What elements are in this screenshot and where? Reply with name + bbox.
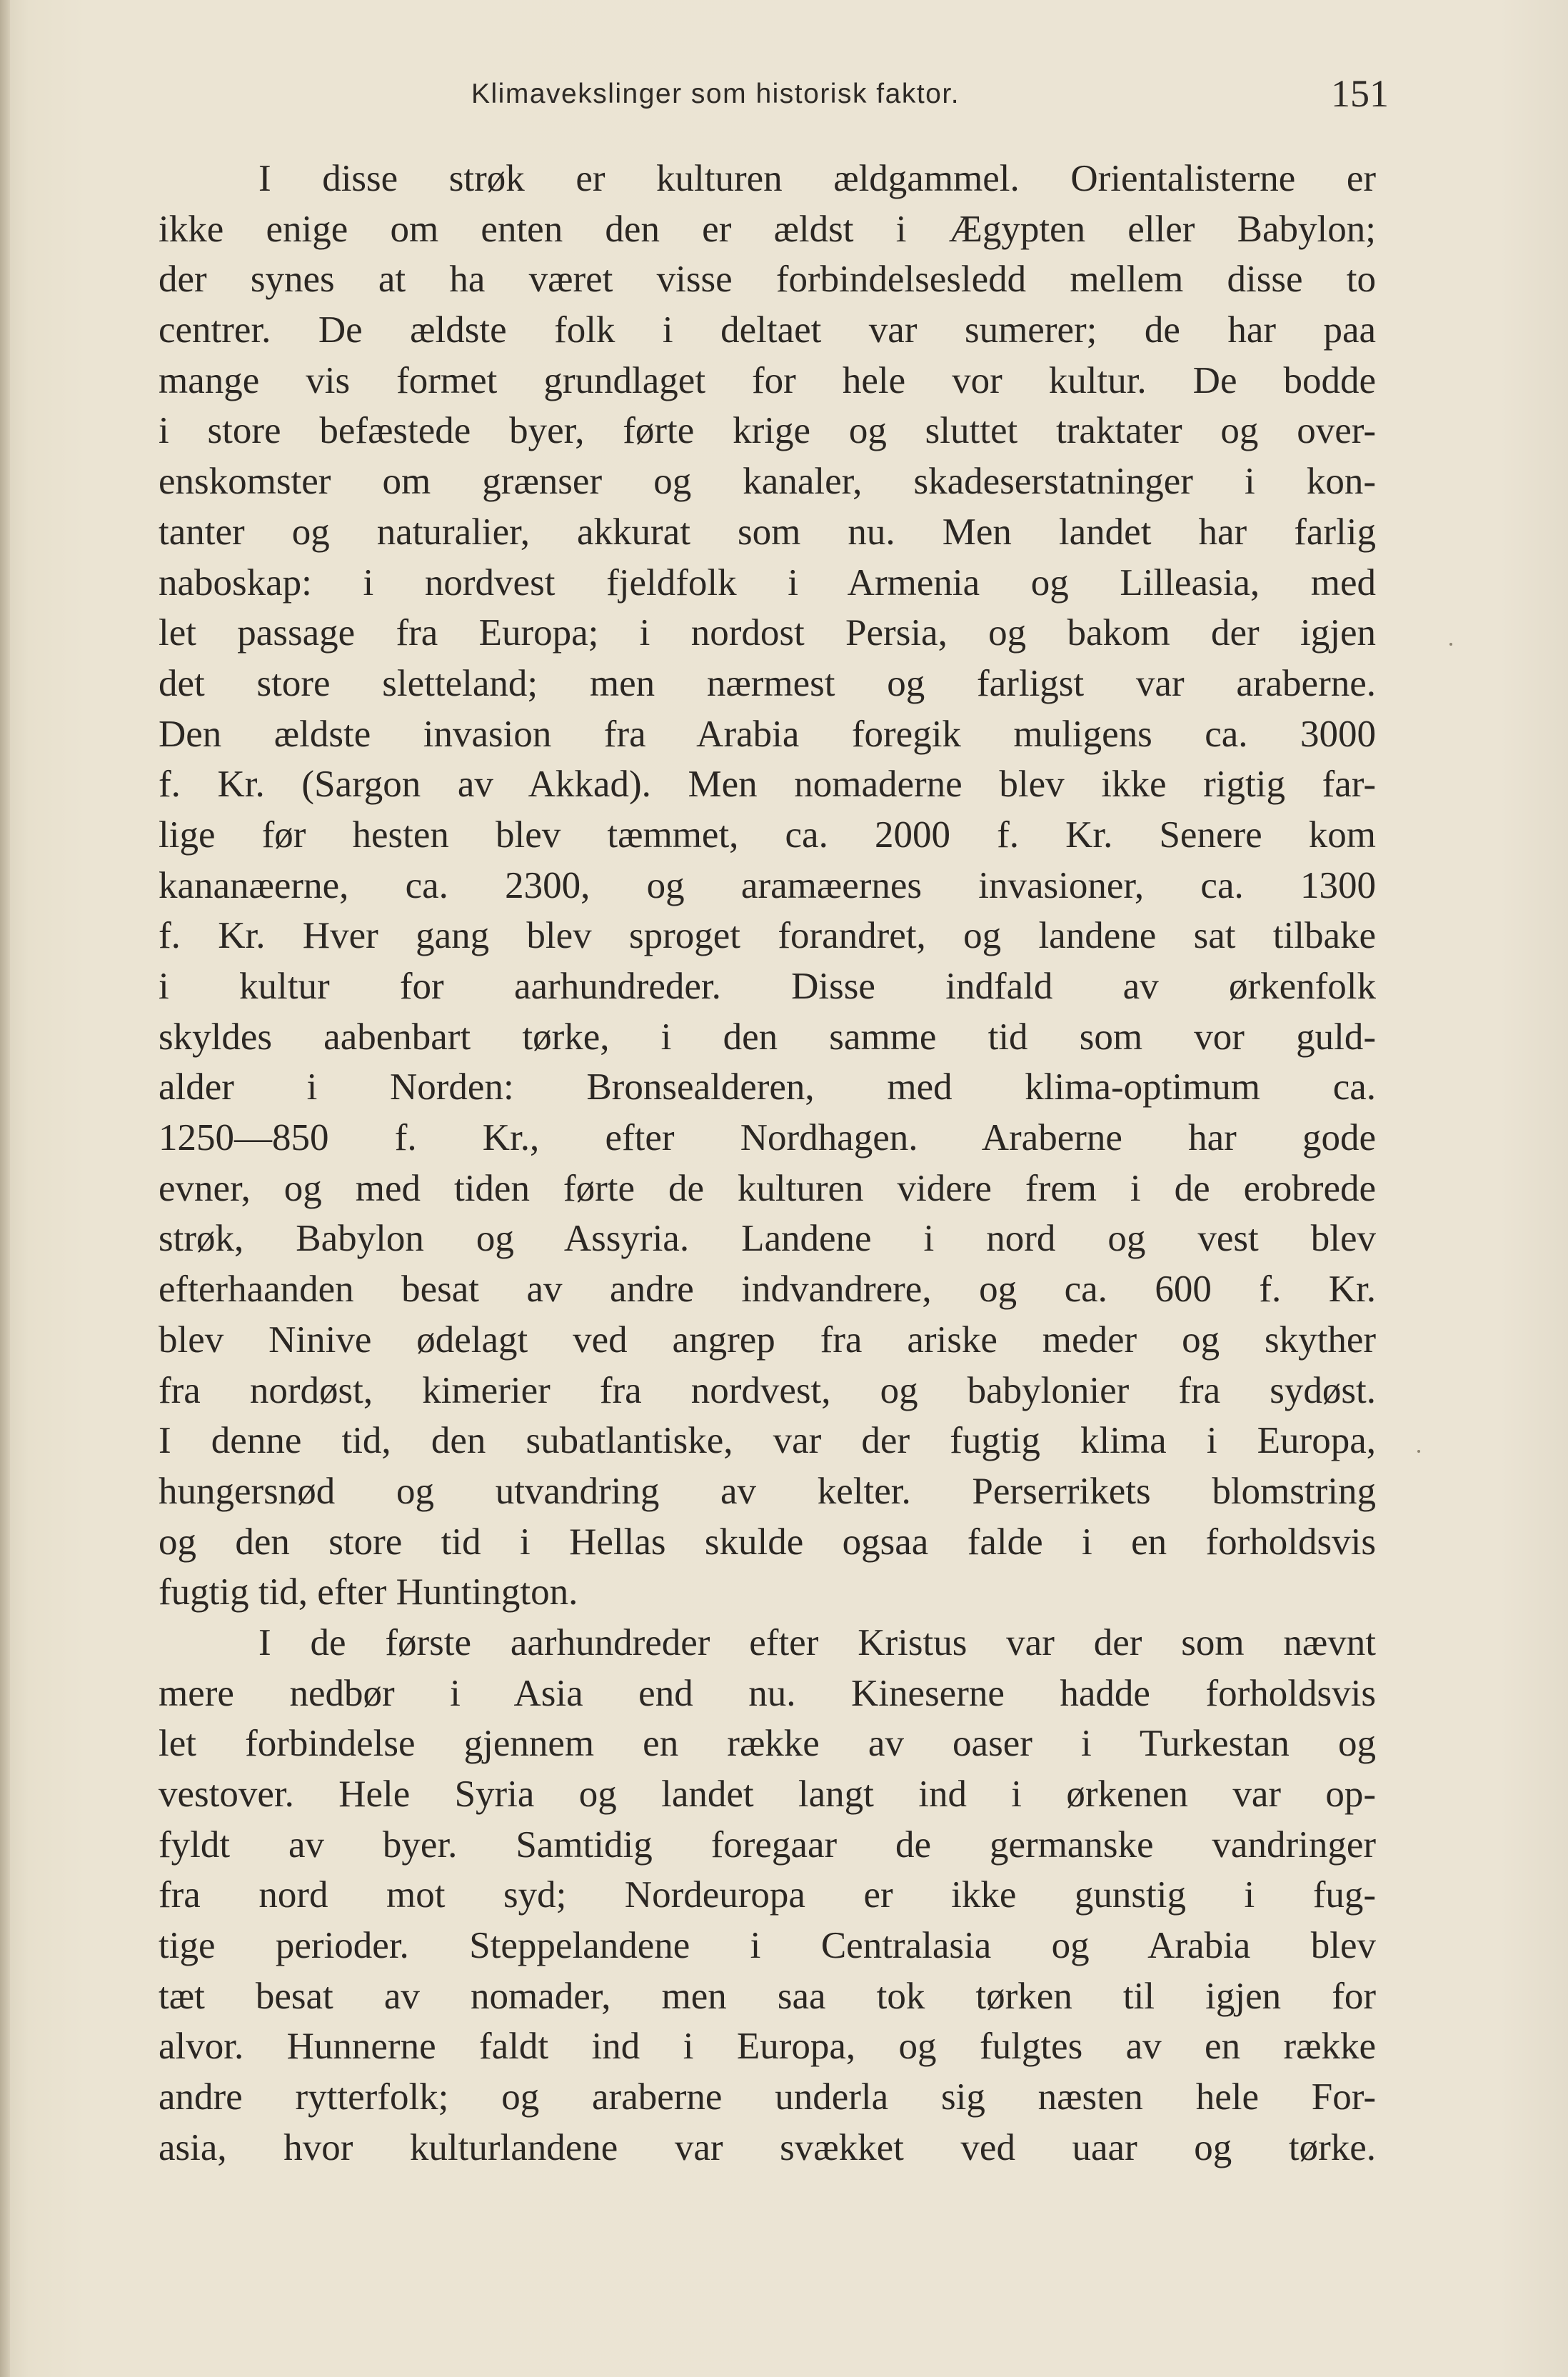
text-line: alvor. Hunnerne faldt ind i Europa, og fulgtes av en række — [159, 2026, 1376, 2068]
text-line: i kultur for aarhundreder. Disse indfald av ørkenfolk — [159, 966, 1376, 1007]
text-line: ikke enige om enten den er ældst i Ægypten eller Babylon; — [159, 208, 1376, 250]
text-line: blev Ninive ødelagt ved angrep fra ariske meder og skyther — [159, 1318, 1376, 1361]
text-line: fyldt av byer. Samtidig foregaar de germanske vandringer — [159, 1823, 1376, 1866]
text-line: let passage fra Europa; i nordost Persia, og bakom der igjen — [159, 612, 1376, 654]
text-line: tige perioder. Steppelandene i Centralasia og Arabia blev — [159, 1925, 1376, 1967]
text-line: Den ældste invasion fra Arabia foregik muligens ca. 3000 — [159, 713, 1376, 755]
paper-speck — [1417, 1450, 1420, 1453]
text-line: fra nord mot syd; Nordeuropa er ikke gunstig i fug- — [159, 1874, 1376, 1916]
body-text — [159, 154, 1376, 2173]
text-line: alder i Norden: Bronsealderen, med klima-optimum ca. — [159, 1066, 1376, 1109]
text-line: 1250—850 f. Kr., efter Nordhagen. Araberne har gode — [159, 1117, 1376, 1159]
text-line: evner, og med tiden førte de kulturen videre frem i de erobrede — [159, 1167, 1376, 1209]
text-line: fra nordøst, kimerier fra nordvest, og babylonier fra sydøst. — [159, 1369, 1376, 1411]
page-header — [471, 71, 1389, 129]
text-line: skyldes aabenbart tørke, i den samme tid som vor guld- — [159, 1016, 1376, 1058]
text-line: mere nedbør i Asia end nu. Kineserne hadde forholdsvis — [159, 1672, 1376, 1714]
text-line: I denne tid, den subatlantiske, var der fugtig klima i Europa, — [159, 1420, 1376, 1462]
page-number: 151 — [1331, 72, 1389, 115]
text-line: i store befæstede byer, førte krige og sluttet traktater og over- — [159, 410, 1376, 452]
text-line: asia, hvor kulturlandene var svækket ved uaar og tørke. — [159, 2126, 1376, 2168]
paragraph-2 — [159, 1618, 1376, 2173]
text-line: tæt besat av nomader, men saa tok tørken til igjen for — [159, 1975, 1376, 2017]
text-line: mange vis formet grundlaget for hele vor kultur. De bodde — [159, 359, 1376, 401]
text-line: det store sletteland; men nærmest og farligst var araberne. — [159, 662, 1376, 704]
text-line: hungersnød og utvandring av kelter. Perserrikets blomstring — [159, 1470, 1376, 1512]
text-line: og den store tid i Hellas skulde ogsaa falde i en forholdsvis — [159, 1521, 1376, 1563]
running-title: Klimavekslinger som historisk faktor. — [471, 79, 960, 109]
text-line: f. Kr. (Sargon av Akkad). Men nomaderne blev ikke rigtig far- — [159, 764, 1376, 806]
text-line: naboskap: i nordvest fjeldfolk i Armenia og Lilleasia, med — [159, 561, 1376, 604]
text-line: let forbindelse gjennem en række av oaser i Turkestan og — [159, 1723, 1376, 1765]
text-line: andre rytterfolk; og araberne underla sig næsten hele For- — [159, 2076, 1376, 2118]
text-line: efterhaanden besat av andre indvandrere, og ca. 600 f. Kr. — [159, 1268, 1376, 1311]
paper-speck — [1449, 643, 1452, 646]
text-line: vestover. Hele Syria og landet langt ind i ørkenen var op- — [159, 1773, 1376, 1815]
text-line: strøk, Babylon og Assyria. Landene i nord og vest blev — [159, 1218, 1376, 1260]
text-line: centrer. De ældste folk i deltaet var sumerer; de har paa — [159, 309, 1376, 351]
text-line: kananæerne, ca. 2300, og aramæernes invasioner, ca. 1300 — [159, 864, 1376, 906]
text-line: fugtig tid, efter Huntington. — [159, 1571, 578, 1613]
text-line: I disse strøk er kulturen ældgammel. Orientalisterne er — [258, 158, 1376, 199]
page-spine-shadow — [0, 0, 10, 2377]
text-line: enskomster om grænser og kanaler, skadeserstatninger i kon- — [159, 461, 1376, 503]
text-line: tanter og naturalier, akkurat som nu. Men landet har farlig — [159, 511, 1376, 553]
text-line: der synes at ha været visse forbindelsesledd mellem disse to — [159, 259, 1376, 301]
paragraph-1 — [159, 154, 1376, 1618]
text-line: f. Kr. Hver gang blev sproget forandret, og landene sat tilbake — [159, 915, 1376, 957]
text-line: I de første aarhundreder efter Kristus var der som nævnt — [258, 1621, 1376, 1663]
text-line: lige før hesten blev tæmmet, ca. 2000 f. Kr. Senere kom — [159, 814, 1376, 856]
